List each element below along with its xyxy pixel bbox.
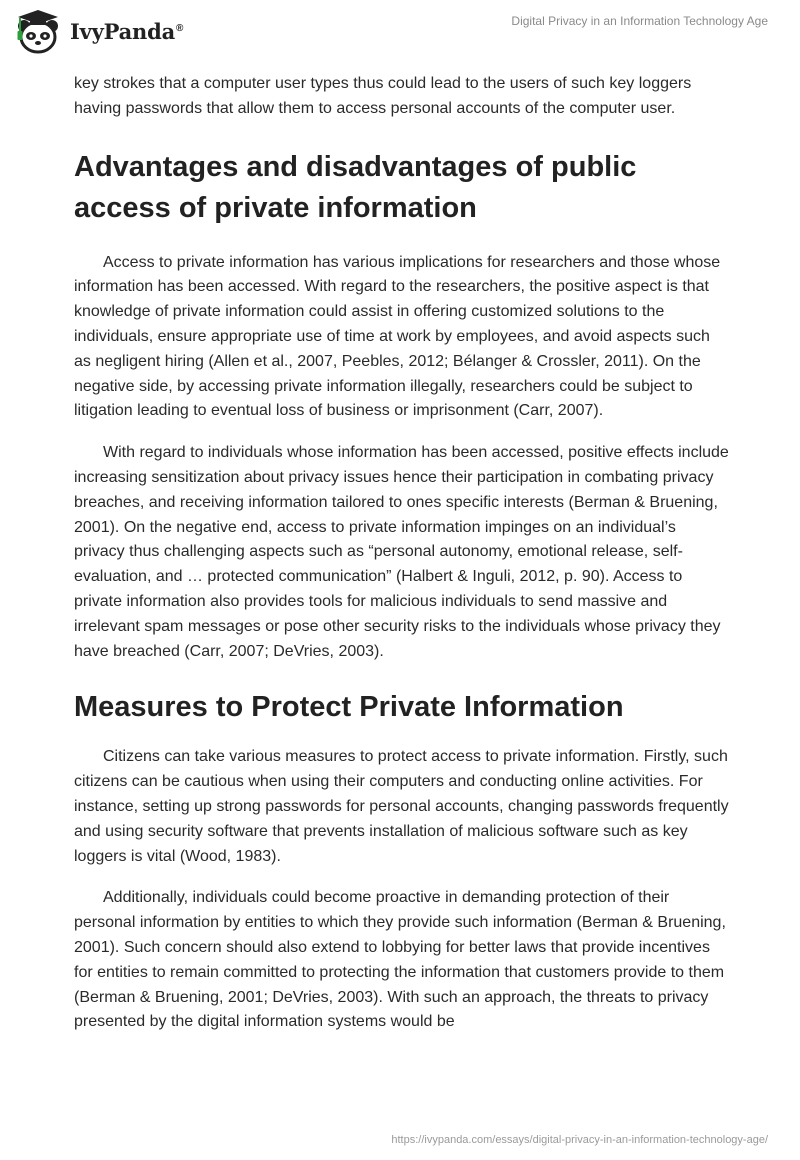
paragraph-citizens-measures: Citizens can take various measures to protect access to private information. Firstly, such citizens can be cautious when using their computers and conducting online activities. For instance, setting up strong passwords for personal accounts, changing passwords frequently and using security software that prevents installation of malicious software such as key loggers is vital (Wood, 1983). [74, 748, 729, 865]
panda-graduation-cap-icon [12, 8, 64, 54]
section-heading-advantages: Advantages and disadvantages of public access of private information [74, 150, 637, 224]
paragraph-proactive: Additionally, individuals could become proactive in demanding protection of their personal information by entities to which they provide such information (Berman & Bruening, 2001). Such concern should also extend to lobbying for better laws that provide incentives for entities to remain committed to protecting the information that customers provide to them (Berman & Bruening, 2001; DeVries, 2003). With such an approach, the threats to privacy presented by the digital information systems would be [74, 889, 726, 1031]
ivypanda-logo[interactable] [12, 6, 183, 56]
paragraph-continued: key strokes that a computer user types thus could lead to the users of such key loggers having passwords that allow them to access personal accounts of the computer user. [74, 75, 692, 117]
paragraph-researchers: Access to private information has various implications for researchers and those whose information has been accessed. With regard to the researchers, the positive aspect is that knowledge of private information could assist in offering customized solutions to the individuals, ensure appropriate use of time at work by employees, and avoid aspects such as negligent hiring (Allen et al., 2007, Peebles, 2012; Bélanger & Crossler, 2011). On the negative side, by accessing private information illegally, researchers could be subject to litigation leading to eventual loss of business or imprisonment (Carr, 2007). [74, 253, 721, 420]
document-title: Digital Privacy in an Information Technology Age [511, 14, 768, 28]
source-url[interactable]: https://ivypanda.com/essays/digital-privacy-in-an-information-technology-age/ [391, 1134, 768, 1146]
page-header [0, 0, 800, 62]
essay-body [74, 72, 730, 1035]
section-heading-measures: Measures to Protect Private Information [74, 691, 624, 724]
paragraph-individuals: With regard to individuals whose information has been accessed, positive effects include increasing sensitization about privacy issues hence their participation in combating privacy breaches, and receiving information tailored to ones specific interests (Berman & Bruening, 2001). On the negative end, access to private information impinges on an individual’s privacy thus challenging aspects such as “personal autonomy, emotional release, self-evaluation, and … protected communication” (Halbert & Inguli, 2012, p. 90). Access to private information also provides tools for malicious individuals to send massive and irrelevant spam messages or pose other security risks to the individuals whose privacy they have breached (Carr, 2007; DeVries, 2003). [74, 444, 729, 660]
logo-wordmark: IvyPanda® [70, 18, 184, 44]
